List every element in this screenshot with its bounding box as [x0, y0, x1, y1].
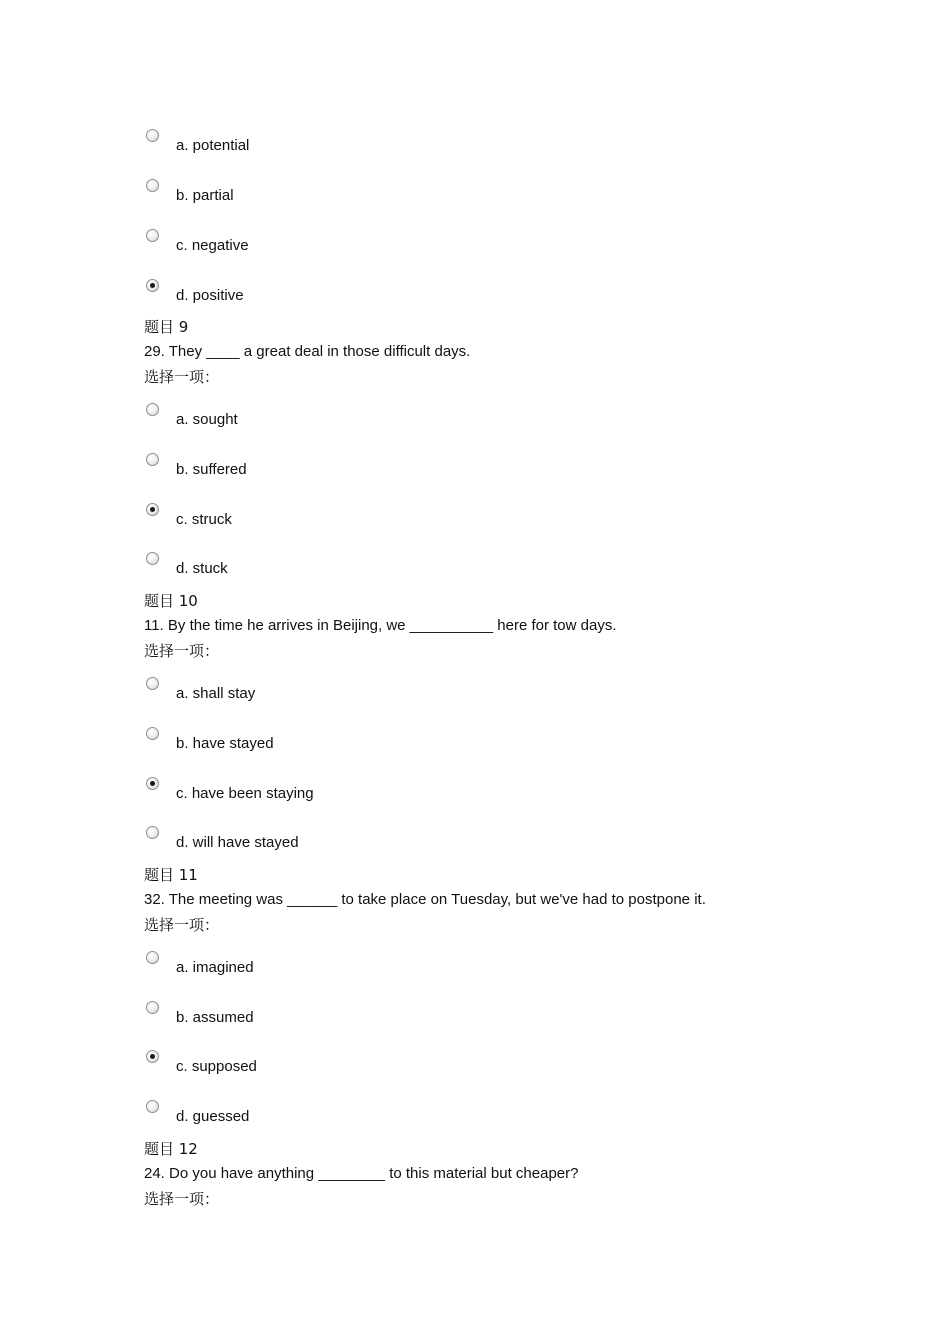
radio-button[interactable]	[146, 503, 159, 516]
option-label: d. positive	[176, 287, 244, 304]
option-label: c. struck	[176, 511, 232, 528]
select-prompt: 选择一项：	[144, 916, 220, 934]
option-a[interactable]	[144, 403, 744, 443]
radio-button[interactable]	[146, 279, 159, 292]
option-d[interactable]	[144, 279, 744, 319]
radio-button[interactable]	[146, 1100, 159, 1113]
question-text: 11. By the time he arrives in Beijing, we __________ here for tow days.	[144, 617, 617, 634]
option-label: c. have been staying	[176, 785, 314, 802]
option-c[interactable]	[144, 777, 744, 817]
question-header: 题目 12	[144, 1140, 198, 1158]
option-d[interactable]	[144, 552, 744, 592]
select-prompt: 选择一项：	[144, 642, 220, 660]
question-header: 题目 9	[144, 318, 189, 336]
radio-button[interactable]	[146, 453, 159, 466]
radio-button[interactable]	[146, 229, 159, 242]
question-text: 24. Do you have anything ________ to this material but cheaper?	[144, 1165, 579, 1182]
question-text: 32. The meeting was ______ to take place on Tuesday, but we've had to postpone it.	[144, 891, 706, 908]
radio-button[interactable]	[146, 826, 159, 839]
option-a[interactable]	[144, 677, 744, 717]
radio-button[interactable]	[146, 1050, 159, 1063]
option-label: c. supposed	[176, 1058, 257, 1075]
option-label: b. partial	[176, 187, 234, 204]
radio-button[interactable]	[146, 179, 159, 192]
question-text: 29. They ____ a great deal in those difficult days.	[144, 343, 471, 360]
radio-button[interactable]	[146, 1001, 159, 1014]
option-d[interactable]	[144, 826, 744, 866]
option-a[interactable]	[144, 951, 744, 991]
option-label: a. sought	[176, 411, 238, 428]
option-label: d. guessed	[176, 1108, 250, 1125]
option-label: a. imagined	[176, 959, 254, 976]
radio-button[interactable]	[146, 403, 159, 416]
select-prompt: 选择一项：	[144, 1190, 220, 1208]
option-label: b. have stayed	[176, 735, 274, 752]
option-label: b. assumed	[176, 1009, 254, 1026]
option-d[interactable]	[144, 1100, 744, 1140]
select-prompt: 选择一项：	[144, 368, 220, 386]
option-b[interactable]	[144, 453, 744, 493]
option-c[interactable]	[144, 503, 744, 543]
radio-button[interactable]	[146, 951, 159, 964]
option-label: c. negative	[176, 237, 249, 254]
option-b[interactable]	[144, 179, 744, 219]
option-label: d. stuck	[176, 560, 228, 577]
question-header: 题目 11	[144, 866, 198, 884]
radio-button[interactable]	[146, 129, 159, 142]
radio-button[interactable]	[146, 727, 159, 740]
option-label: a. shall stay	[176, 685, 256, 702]
radio-button[interactable]	[146, 552, 159, 565]
option-a[interactable]	[144, 129, 744, 169]
option-c[interactable]	[144, 1050, 744, 1090]
option-b[interactable]	[144, 727, 744, 767]
option-label: d. will have stayed	[176, 834, 299, 851]
option-label: b. suffered	[176, 461, 247, 478]
radio-button[interactable]	[146, 677, 159, 690]
option-c[interactable]	[144, 229, 744, 269]
question-header: 题目 10	[144, 592, 198, 610]
option-b[interactable]	[144, 1001, 744, 1041]
option-label: a. potential	[176, 137, 250, 154]
radio-button[interactable]	[146, 777, 159, 790]
